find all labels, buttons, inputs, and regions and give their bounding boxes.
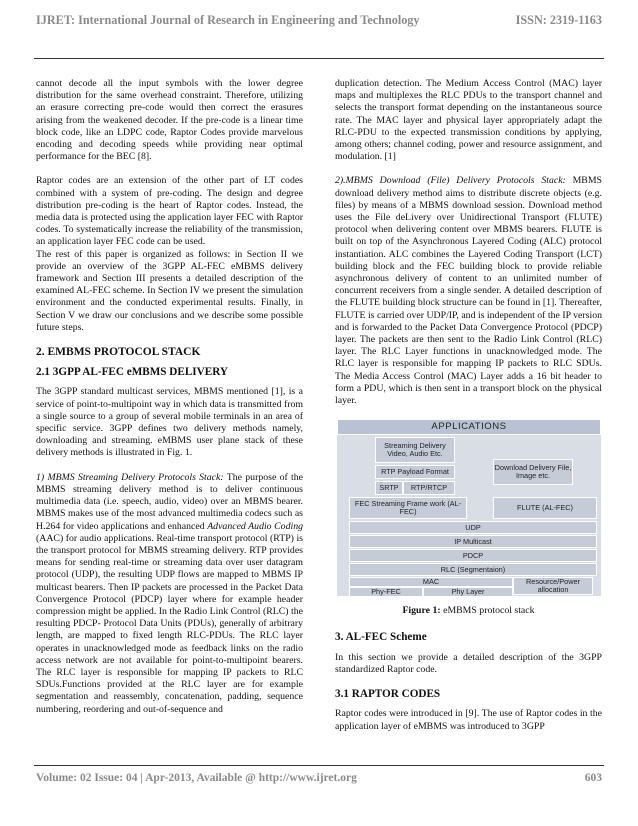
- figure-caption: Figure 1: eMBMS protocol stack: [402, 605, 535, 617]
- pdcp-layer: PDCP: [349, 549, 597, 562]
- page-footer: [36, 769, 602, 787]
- paragraph-lead: 2).MBMS Download (File) Delivery Protocols Stack:: [335, 175, 566, 187]
- protocol-stack-figure: [335, 419, 602, 599]
- paragraph: In this section we provide a detailed description of the 3GPP standardized Raptor code.: [335, 651, 602, 675]
- footer-rule: [34, 765, 604, 766]
- paragraph: duplication detection. The Medium Access Control (MAC) layer maps and multiplexes the RLC PDUs to the transport channel and selects the transport format depending on the instantaneous source rate. The MAC layer and physical layer appropriately adapt the RLC-PDU to the expected transmission conditions by applying, among others; channel coding, power and resource assignment, and modulation. [1]: [335, 78, 602, 163]
- phy-fec-layer: Phy-FEC: [349, 587, 423, 597]
- applications-layer: APPLICATIONS: [337, 419, 601, 435]
- issn: ISSN: 2319-1163: [515, 12, 602, 27]
- left-column: [36, 78, 303, 728]
- ip-multicast-layer: IP Multicast: [349, 535, 597, 548]
- paragraph: Raptor codes were introduced in [9]. The use of Raptor codes in the application layer of eMBMS was introduced to 3GPP: [335, 708, 602, 732]
- page-header: [36, 8, 602, 32]
- paragraph: cannot decode all the input symbols with the lower degree distribution for the same overhead constraint. Therefore, utilizing an erasure correcting pre-code would then correct the erasures arising from the weakened decoder. If the pre-code is a linear time block code, like an LDPC code, Raptor Codes provide marvelous encoding and decoding speeds while providing near optimal performance for the BEC [8].: [36, 78, 303, 163]
- download-delivery-box: Download Delivery File, Image etc.: [493, 459, 573, 485]
- phy-layer: Phy Layer: [423, 587, 513, 597]
- mac-layer: MAC: [349, 577, 513, 587]
- volume-info: Volume: 02 Issue: 04 | Apr-2013, Available @ http://www.ijret.org: [36, 772, 357, 784]
- header-rule: [34, 58, 604, 59]
- paragraph: 1) MBMS Streaming Delivery Protocols Stack: The purpose of the MBMS streaming delivery method is to deliver continuous multimedia data (i.e. speech, audio, video) over an MBMS bearer. MBMS makes use of the most advanced multimedia codecs such as H.264 for video applications and enhanced Advanced Audio Coding (AAC) for audio applications. Real-time transport protocol (RTP) is the transport protocol for MBMS streaming delivery. RTP provides means for sending real-time or streaming data over user datagram protocol (UDP), the resulting UDP flows are mapped to MBMS IP multicast bearers. Then IP packets are processed in the Packet Data Convergence Protocol (PDCP) layer where for example header compression might be applied. In the Radio Link Control (RLC) the resulting PDCP- Protocol Data Units (PDUs), generally of arbitrary length, are mapped to fixed length RLC-PDUs. The RLC layer operates in unacknowledged mode as feedback links on the radio access network are not available for point-to-multipoint bearers. The RLC layer is responsible for mapping IP packets to RLC SDUs.Functions provided at the RLC layer are for example segmentation and reassembly, concatenation, padding, sequence numbering, reordering and out-of-sequence and: [36, 471, 304, 715]
- paragraph-lead: 1) MBMS Streaming Delivery Protocols Stack:: [36, 471, 224, 483]
- resource-allocation-box: Resource/Power allocation: [513, 577, 593, 595]
- paragraph: The rest of this paper is organized as follows: in Section II we provide an overview of the 3GPP AL-FEC eMBMS delivery framework and Section III presents a detailed description of the examined AL-FEC scheme. In Section IV we present the simulation environment and the conducted experimental results. Finally, in Section V we draw our conclusions and we describe some possible future steps.: [36, 248, 303, 333]
- fec-streaming-box: FEC Streaming Frame work (AL-FEC): [349, 497, 467, 519]
- section-heading: 3. AL-FEC Scheme: [335, 631, 427, 644]
- flute-box: FLUTE (AL-FEC): [493, 497, 597, 519]
- section-heading: 2. EMBMS PROTOCOL STACK: [36, 346, 201, 359]
- paragraph: 2).MBMS Download (File) Delivery Protocols Stack: MBMS download delivery method aims to distribute discrete objects (e.g. files) by means of a MBMS download session. Download method uses the File deLivery over Unidirectional Transport (FLUTE) protocol when delivering content over MBMS bearers. FLUTE is built on top of the Asynchronous Layered Coding (ALC) protocol instantiation. ALC combines the Layered Coding Transport (LCT) building block and the FEC building block to provide reliable asynchronous delivery of content to an unlimited number of concurrent receivers from a single sender. A detailed description of the FLUTE building block structure can be found in [1]. Thereafter, FLUTE is carried over UDP/IP, and is independent of the IP version and is forwarded to the Packet Data Convergence Protocol (PDCP) layer. The packets are then sent to the Radio Link Control (RLC) layer. The RLC Layer functions in unacknowledged mode. The RLC layer is responsible for mapping IP packets to RLC SDUs. The Media Access Control (MAC) Layer adds a 16 bit header to form a PDU, which is then sent in a transport block on the physical layer.: [335, 175, 603, 407]
- rtp-payload-box: RTP Payload Format: [375, 465, 455, 479]
- streaming-delivery-box: Streaming Delivery Video, Audio Etc.: [375, 437, 455, 463]
- subsection-heading: 2.1 3GPP AL-FEC eMBMS DELIVERY: [36, 366, 228, 379]
- srtp-box: SRTP: [375, 481, 403, 495]
- subsection-heading: 3.1 RAPTOR CODES: [335, 688, 441, 701]
- paragraph: Raptor codes are an extension of the other part of LT codes combined with a system of pre-coding. The design and degree distribution pre-coding is the heart of Raptor codes. Instead, the media data is protected using the application layer FEC with Raptor codes. To systematically increase the reliability of the transmission, an application layer FEC code can be used.: [36, 175, 303, 248]
- rlc-layer: RLC (Segmentaion): [349, 563, 597, 576]
- right-column: [335, 78, 602, 745]
- paragraph: The 3GPP standard multicast services, MBMS mentioned [1], is a service of point-to-multipoint way in which data is transmitted from a single source to a group of several mobile terminals in an area of specific service. 3GPP defines two delivery methods namely, downloading and streaming. eMBMS user plane stack of these delivery methods is illustrated in Fig. 1.: [36, 386, 303, 459]
- page-number: 603: [584, 772, 602, 784]
- journal-title: IJRET: International Journal of Research in Engineering and Technology: [36, 12, 420, 27]
- rtp-rtcp-box: RTP/RTCP: [403, 481, 455, 495]
- udp-layer: UDP: [349, 521, 597, 534]
